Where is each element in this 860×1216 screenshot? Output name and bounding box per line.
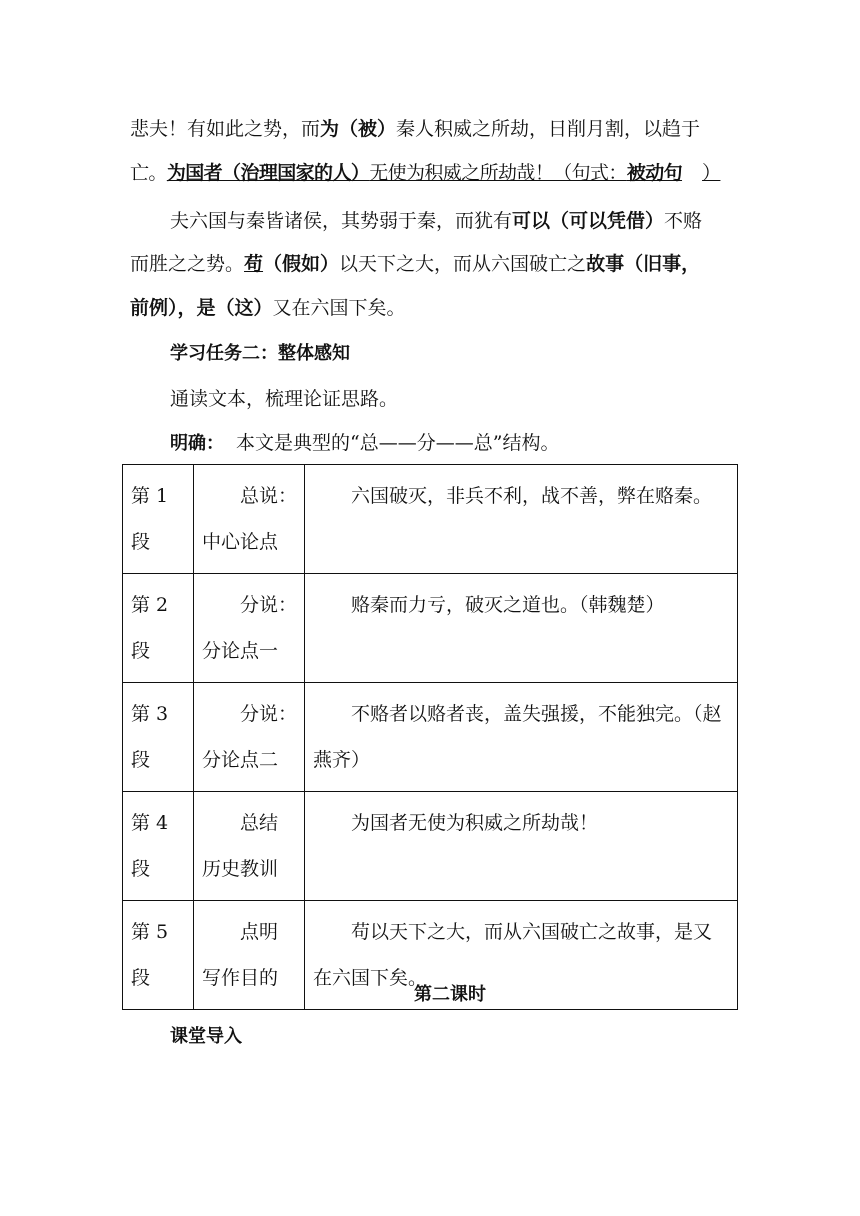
table-row bbox=[123, 465, 738, 574]
section-type: 总结 bbox=[240, 812, 279, 834]
text-segment: 夫六国与秦皆诸侯，其势弱于秦，而犹有 bbox=[170, 210, 513, 232]
content-line-1: 不赂者以赂者丧，盖失强援，不能独完。（赵 bbox=[351, 703, 722, 725]
clarify-text: 本文是典型的“总——分——总”结构。 bbox=[236, 432, 560, 454]
paragraph-number-suffix: 段 bbox=[131, 967, 151, 989]
text-segment: 不赂 bbox=[664, 210, 703, 232]
paragraph-1-line-1 bbox=[130, 116, 734, 142]
classroom-intro-heading: 课堂导入 bbox=[170, 1026, 242, 1047]
bold-annotation: 故事（旧事， bbox=[586, 253, 701, 275]
bold-annotation: 前例），是（这） bbox=[130, 297, 273, 319]
section-type: 分说： bbox=[240, 703, 298, 725]
section-type-cell bbox=[194, 792, 305, 901]
section-type: 点明 bbox=[240, 921, 279, 943]
paragraph-number-suffix: 段 bbox=[131, 531, 151, 553]
section-content-cell bbox=[305, 574, 738, 683]
paragraph-2-line-2 bbox=[130, 251, 734, 277]
text-segment: 秦人积威之所劫，日削月割，以趋于 bbox=[396, 118, 701, 140]
section-content-cell bbox=[305, 465, 738, 574]
underlined-bold-phrase: 为国者（治理国家的人） bbox=[166, 162, 370, 184]
bold-annotation: 为（被） bbox=[320, 118, 397, 140]
paragraph-number: 第 3 bbox=[131, 703, 169, 725]
paragraph-number-suffix: 段 bbox=[131, 858, 151, 880]
bold-annotation: 可以（可以凭借） bbox=[512, 210, 665, 232]
section-content-cell bbox=[305, 683, 738, 792]
paragraph-number-cell bbox=[123, 683, 194, 792]
paragraph-number-cell bbox=[123, 574, 194, 683]
text-segment: 亡。 bbox=[130, 162, 167, 184]
paragraph-number: 第 4 bbox=[131, 812, 169, 834]
table-row bbox=[123, 683, 738, 792]
paragraph-number: 第 5 bbox=[131, 921, 169, 943]
table-row bbox=[123, 792, 738, 901]
content-line-1: 为国者无使为积威之所劫哉！ bbox=[351, 812, 599, 834]
section-role: 中心论点 bbox=[202, 531, 279, 553]
section-type: 总说： bbox=[240, 485, 298, 507]
section-content bbox=[313, 691, 731, 783]
underlined-keyword: 苟 bbox=[244, 253, 264, 275]
task-2-instruction: 通读文本，梳理论证思路。 bbox=[170, 388, 399, 410]
paragraph-number-suffix: 段 bbox=[131, 640, 151, 662]
content-line-1: 六国破灭，非兵不利，战不善，弊在赂秦。 bbox=[351, 485, 713, 507]
paragraph-number-cell bbox=[123, 792, 194, 901]
lesson-2-title: 第二课时 bbox=[414, 984, 486, 1005]
text-segment: 以天下之大，而从六国破亡之 bbox=[339, 253, 587, 275]
text-segment: 又在六国下矣。 bbox=[272, 297, 406, 319]
section-role: 分论点一 bbox=[202, 640, 279, 662]
paragraph-number: 第 1 bbox=[131, 485, 169, 507]
task-2-heading: 学习任务二：整体感知 bbox=[170, 343, 350, 364]
text-segment: 悲夫！有如此之势，而 bbox=[130, 118, 321, 140]
paragraph-2-line-3 bbox=[130, 295, 734, 321]
content-line-1: 赂秦而力亏，破灭之道也。（韩魏楚） bbox=[351, 594, 665, 616]
clarify-label: 明确： bbox=[170, 433, 224, 454]
section-content-cell bbox=[305, 792, 738, 901]
section-role: 写作目的 bbox=[202, 967, 279, 989]
section-content bbox=[313, 473, 731, 519]
section-type: 分说： bbox=[240, 594, 298, 616]
sentence-pattern-label: 被动句 bbox=[626, 162, 683, 184]
content-line-2: 在六国下矣。 bbox=[313, 967, 428, 989]
underlined-phrase: 无使为积威之所劫哉！（句式： bbox=[369, 162, 627, 184]
clarify-line bbox=[170, 430, 774, 457]
section-type-cell bbox=[194, 465, 305, 574]
section-role: 历史教训 bbox=[202, 858, 279, 880]
text-segment: 而胜之之势。 bbox=[130, 253, 245, 275]
content-line-1: 苟以天下之大，而从六国破亡之故事，是又 bbox=[351, 921, 713, 943]
paragraph-number-suffix: 段 bbox=[131, 749, 151, 771]
paragraph-number: 第 2 bbox=[131, 594, 169, 616]
paragraph-1-line-2 bbox=[130, 160, 734, 186]
section-role: 分论点二 bbox=[202, 749, 279, 771]
structure-table bbox=[122, 464, 738, 1010]
paragraph-number-cell bbox=[123, 465, 194, 574]
section-type-cell bbox=[194, 683, 305, 792]
section-content bbox=[313, 800, 731, 846]
section-content bbox=[313, 582, 731, 628]
closing-paren: ） bbox=[702, 162, 721, 184]
table-row bbox=[123, 574, 738, 683]
bold-annotation: （假如） bbox=[263, 253, 340, 275]
paragraph-2-line-1 bbox=[170, 208, 734, 234]
section-type-cell bbox=[194, 574, 305, 683]
content-line-2: 燕齐） bbox=[313, 749, 371, 771]
